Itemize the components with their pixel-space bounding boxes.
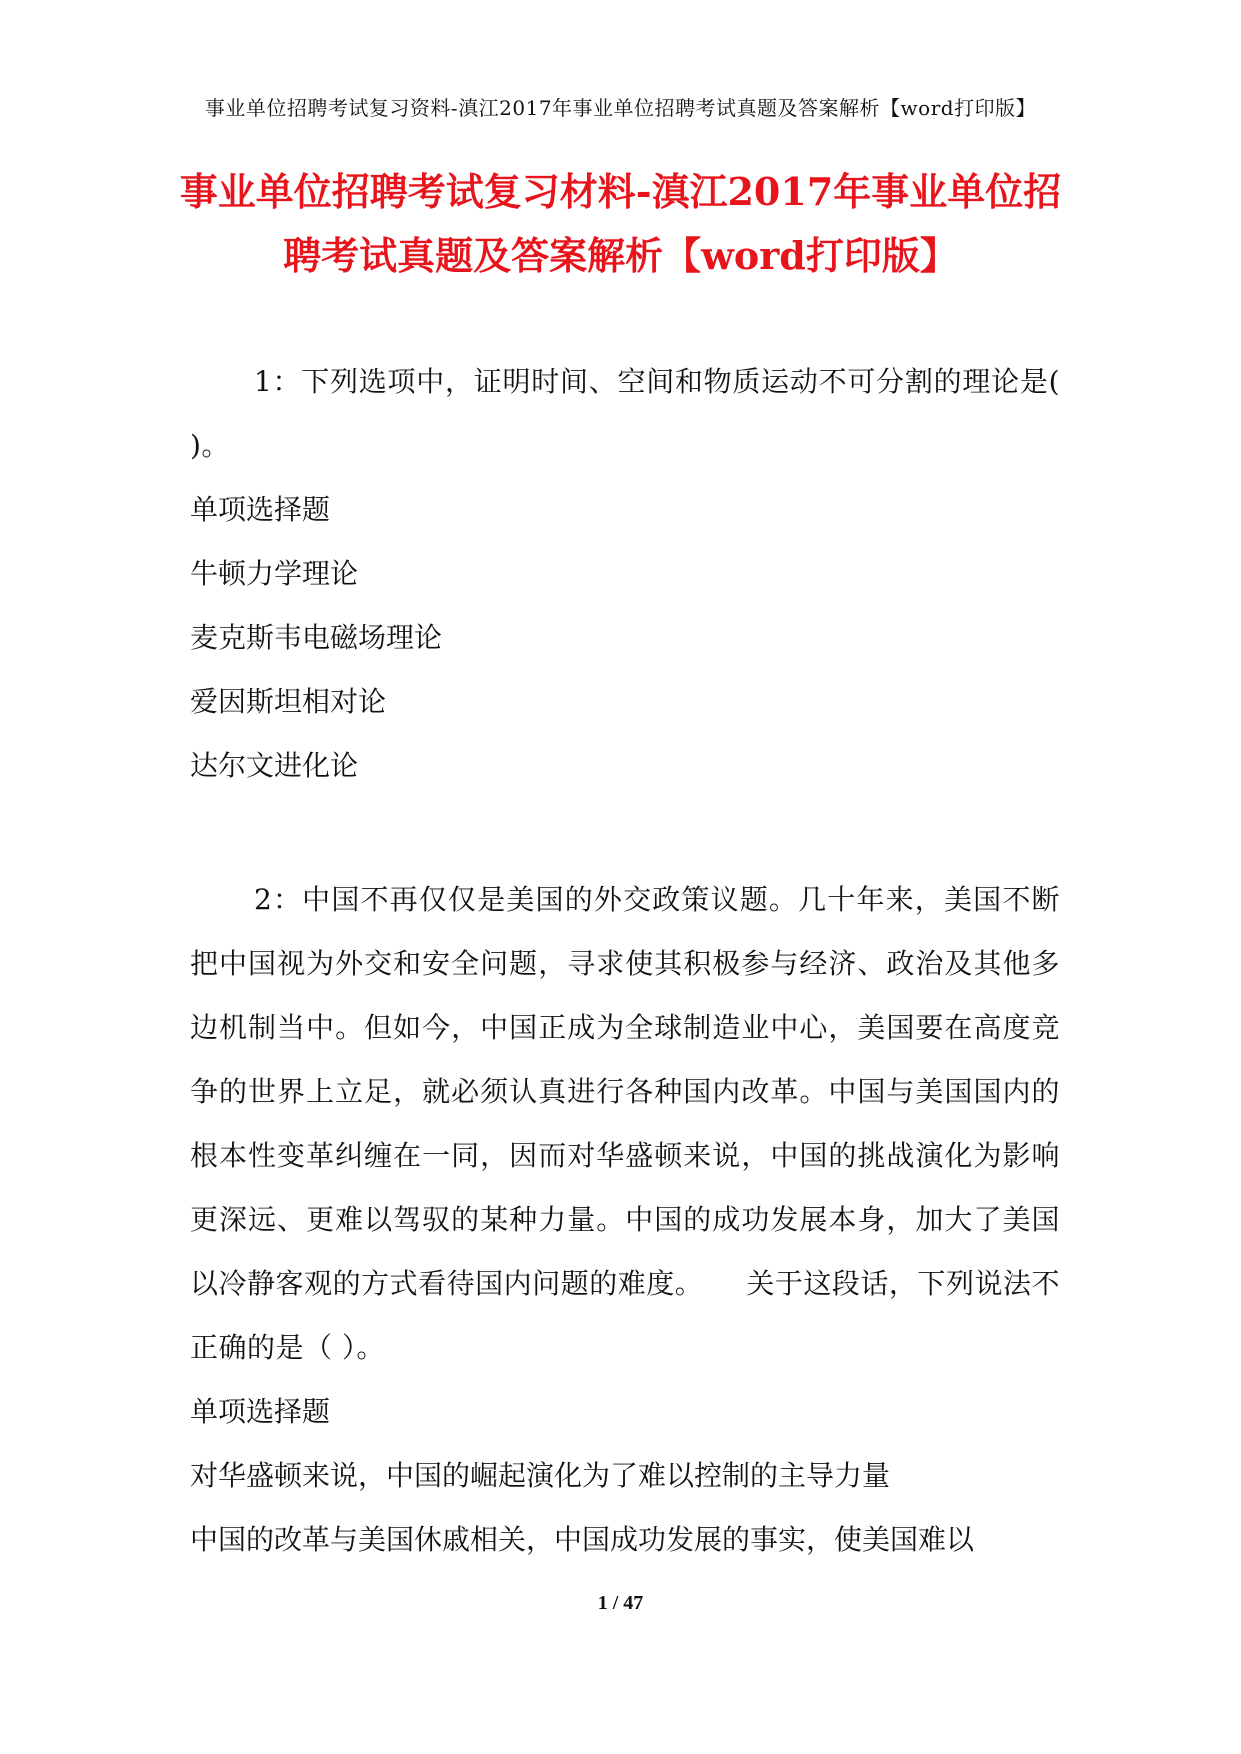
question-type: 单项选择题 xyxy=(190,493,331,526)
document-title-line-1: 事业单位招聘考试复习材料-滇江2017年事业单位招 xyxy=(179,169,1062,214)
document-title-line-2: 聘考试真题及答案解析【word打印版】 xyxy=(283,233,958,278)
question-2 xyxy=(190,868,1060,1572)
document-title xyxy=(150,160,1091,288)
answer-option: 麦克斯韦电磁场理论 xyxy=(190,621,443,654)
page-number: 1 / 47 xyxy=(597,1592,644,1614)
document-body xyxy=(190,350,1060,1572)
question-stem: 1：下列选项中，证明时间、空间和物质运动不可分割的理论是( )。 xyxy=(190,365,1060,462)
question-1 xyxy=(190,350,1060,798)
answer-option: 达尔文进化论 xyxy=(190,749,359,782)
running-header: 事业单位招聘考试复习资料-滇江2017年事业单位招聘考试真题及答案解析【word打印版】 xyxy=(204,96,1037,120)
answer-option: 爱因斯坦相对论 xyxy=(190,685,387,718)
answer-option: 中国的改革与美国休戚相关，中国成功发展的事实，使美国难以 xyxy=(190,1523,975,1556)
answer-option: 牛顿力学理论 xyxy=(190,557,359,590)
question-stem: 2：中国不再仅仅是美国的外交政策议题。几十年来，美国不断把中国视为外交和安全问题，寻求使其积极参与经济、政治及其他多边机制当中。但如今，中国正成为全球制造业中心，美国要在高度竞争的世界上立足，就必须认真进行各种国内改革。中国与美国国内的根本性变革纠缠在一同，因而对华盛顿来说，中国的挑战演化为影响更深远、更难以驾驭的某种力量。中国的成功发展本身，加大了美国以冷静客观的方式看待国内问题的难度。 关于这段话，下列说法不正确的是（ ）。 xyxy=(190,883,1060,1364)
question-type: 单项选择题 xyxy=(190,1395,331,1428)
answer-option: 对华盛顿来说，中国的崛起演化为了难以控制的主导力量 xyxy=(190,1459,891,1492)
